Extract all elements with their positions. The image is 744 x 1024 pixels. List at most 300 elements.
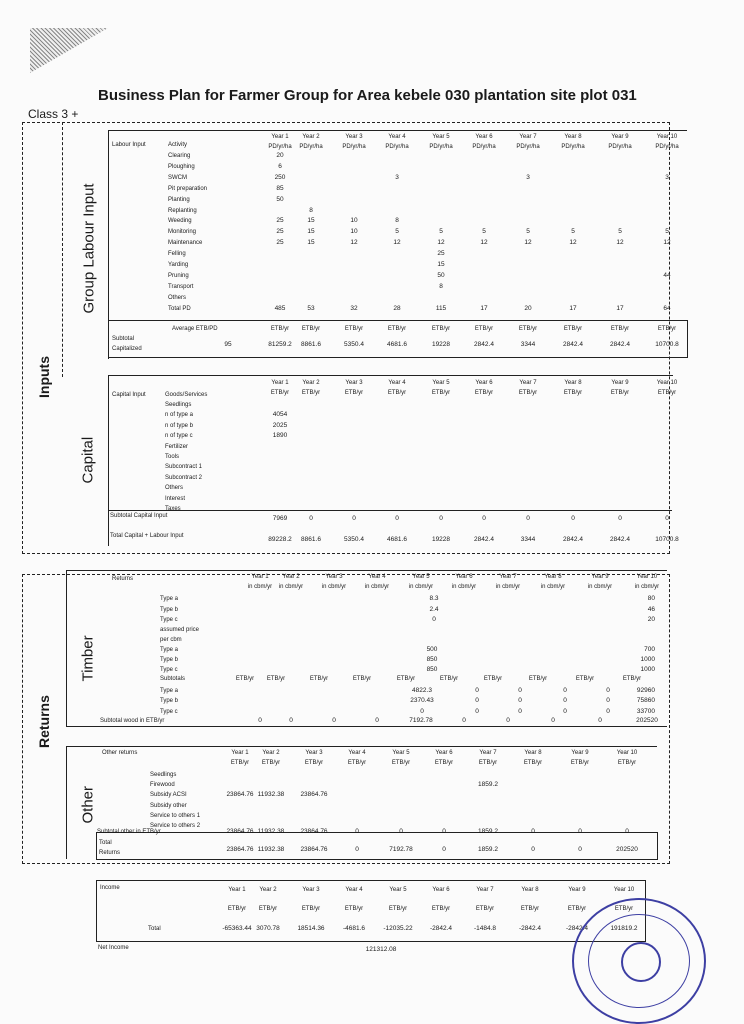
year-header: Year 10 <box>656 134 678 140</box>
capital-value: 1890 <box>272 432 288 440</box>
goods-services-header: Goods/Services <box>165 392 208 398</box>
page-corner-shadow <box>30 28 108 73</box>
labour-value: 485 <box>274 304 286 312</box>
unit-header: PD/yr/ha <box>385 144 409 150</box>
etb-unit: ETB/yr <box>528 676 548 682</box>
unit-header: ETB/yr <box>523 760 543 766</box>
other-item: Seedlings <box>150 772 177 778</box>
returns-side-label: Returns <box>36 695 52 748</box>
labour-value: 64 <box>663 304 671 312</box>
labour-value: 20 <box>276 152 284 159</box>
etb-y10: 33700 <box>636 707 655 715</box>
labour-value: 12 <box>663 239 671 247</box>
etb-unit: ETB/yr <box>309 676 329 682</box>
income-value: -1484.8 <box>473 925 497 932</box>
price-y10: 1000 <box>640 666 655 673</box>
labour-value: 85 <box>276 184 284 192</box>
etb-y6: 0 <box>475 707 479 715</box>
total-capital-value: 8861.6 <box>301 536 321 543</box>
unit-header: ETB/yr <box>657 390 677 396</box>
total-returns-label-1: Total <box>99 840 112 846</box>
labour-value: 5 <box>482 228 486 236</box>
avg-etb-value: 95 <box>224 341 232 348</box>
unit-header: ETB/yr <box>610 390 630 396</box>
subtotal-wood: 0 <box>462 717 466 724</box>
unit-header: ETB/yr <box>431 390 451 396</box>
capital-subtotal: 0 <box>526 515 530 522</box>
etb-y10: 75860 <box>636 697 655 705</box>
total-capital-value: 4681.6 <box>387 536 407 543</box>
unit-header: PD/yr/ha <box>655 144 679 150</box>
capital-input-header: Capital Input <box>112 392 146 398</box>
labour-value: 25 <box>276 239 284 247</box>
labour-value: 12 <box>569 239 577 247</box>
total-capital-value: 2842.4 <box>474 536 494 543</box>
labour-value: 5 <box>571 228 575 236</box>
other-item: Firewood <box>150 782 175 789</box>
year-header: Year 4 <box>348 750 366 756</box>
labour-value: 50 <box>437 271 445 279</box>
subtotal-other: 1859.2 <box>478 828 498 835</box>
labour-value: 8 <box>439 282 443 290</box>
etb-unit: ETB/yr <box>396 676 416 682</box>
labour-input-header: Labour Input <box>112 142 146 148</box>
labour-value: 20 <box>524 304 532 312</box>
price-type: Type c <box>160 667 178 673</box>
year-header: Year 4 <box>345 887 363 893</box>
etb-unit: ETB/yr <box>387 326 407 332</box>
etb-unit: ETB/yr <box>483 676 503 682</box>
year-header: Year 2 <box>259 887 277 893</box>
income-value: 18514.36 <box>297 925 325 932</box>
price-type: Type a <box>160 647 179 653</box>
year-header: Year 9 <box>611 134 629 140</box>
unit-header: ETB/yr <box>261 760 281 766</box>
year-header: Year 10 <box>636 574 658 580</box>
price-y10: 1000 <box>640 656 655 663</box>
year-header: Year 10 <box>613 887 635 893</box>
year-header: Year 1 <box>271 134 289 140</box>
labour-subtotal: 4681.6 <box>387 341 407 348</box>
total-returns: 23864.76 <box>226 846 254 853</box>
activity-name: Others <box>168 294 187 301</box>
labour-divider <box>62 122 63 377</box>
etb-unit: ETB/yr <box>344 326 364 332</box>
year-header: Year 3 <box>302 887 320 893</box>
labour-value: 32 <box>350 304 358 312</box>
unit-header: PD/yr/ha <box>342 144 366 150</box>
subtotal-other-label: Subtotal other in ETB/yr <box>97 829 161 835</box>
unit-header: ETB/yr <box>474 390 494 396</box>
etb-y10: 92960 <box>636 687 655 694</box>
labour-value: 12 <box>437 239 445 247</box>
net-income-label: Net Income <box>98 945 129 951</box>
year-header: Year 8 <box>544 574 562 580</box>
capital-item: Fertilizer <box>165 443 189 450</box>
labour-value: 5 <box>618 228 622 236</box>
etb-y9: 0 <box>606 687 610 694</box>
capital-item: Subcontract 1 <box>165 464 203 471</box>
etb-unit: ETB/yr <box>439 676 459 682</box>
unit-header: ETB/yr <box>227 906 247 912</box>
other-returns-header: Other returns <box>102 750 138 756</box>
timber-side-label: Timber <box>79 635 97 682</box>
labour-value: 5 <box>395 228 399 236</box>
year-header: Year 1 <box>231 750 249 756</box>
timber-type: Type c <box>160 617 178 623</box>
capital-subtotal: 0 <box>571 515 575 522</box>
labour-subtotal: 19228 <box>431 341 451 348</box>
labour-subtotal: 8861.6 <box>301 341 321 348</box>
capital-item: Taxes <box>165 506 181 512</box>
unit-header: ETB/yr <box>347 760 367 766</box>
labour-value: 12 <box>393 239 401 247</box>
timber-vol-y10: 20 <box>647 616 655 623</box>
unit-header: ETB/yr <box>567 906 587 912</box>
total-returns: 0 <box>355 846 359 853</box>
other-value: 23864.76 <box>226 791 254 799</box>
labour-subtotal: 5350.4 <box>344 341 364 348</box>
labour-value: 17 <box>569 304 577 312</box>
year-header: Year 7 <box>479 750 497 756</box>
subtotal-wood: 202520 <box>636 717 658 724</box>
unit-header: ETB/yr <box>344 906 364 912</box>
unit-header: ETB/yr <box>431 906 451 912</box>
total-capital-value: 5350.4 <box>344 536 364 543</box>
year-header: Year 2 <box>302 134 320 140</box>
etb-unit: ETB/yr <box>301 326 321 332</box>
unit-header: PD/yr/ha <box>516 144 540 150</box>
capital-item: Others <box>165 485 184 492</box>
income-header: Income <box>100 885 120 891</box>
year-header: Year 5 <box>392 750 410 756</box>
price-y5: 500 <box>426 646 438 653</box>
capital-subtotal: 0 <box>618 515 622 522</box>
labour-value: 17 <box>616 304 624 312</box>
labour-subtotal: 2842.4 <box>610 341 630 348</box>
etb-y6: 0 <box>475 697 479 705</box>
labour-value: 17 <box>480 304 488 312</box>
total-returns: 0 <box>531 846 535 853</box>
year-header: Year 7 <box>476 887 494 893</box>
capital-subtotal: 0 <box>395 515 399 522</box>
unit-header: ETB/yr <box>388 906 408 912</box>
other-value: 23864.76 <box>300 791 328 799</box>
labour-value: 6 <box>278 162 282 170</box>
year-header: Year 3 <box>325 574 343 580</box>
year-header: Year 2 <box>302 380 320 386</box>
subtotal-wood: 0 <box>375 717 379 724</box>
other-side-label: Other <box>79 785 97 824</box>
activity-name: Felling <box>168 251 186 258</box>
total-capital-label: Total Capital + Labour Input <box>110 533 184 539</box>
activity-name: Pruning <box>168 272 189 279</box>
labour-value: 15 <box>307 239 315 247</box>
year-header: Year 5 <box>412 574 430 580</box>
other-item: Service to others 1 <box>150 812 201 819</box>
labour-value: 8 <box>395 217 399 225</box>
year-header: Year 4 <box>388 380 406 386</box>
net-income-value: 121312.08 <box>365 946 397 953</box>
year-header: Year 8 <box>564 380 582 386</box>
activity-name: SWCM <box>168 174 187 181</box>
labour-value: 28 <box>393 304 401 312</box>
etb-unit: ETB/yr <box>352 676 372 682</box>
unit-header: ETB/yr <box>301 390 321 396</box>
labour-value: 53 <box>307 304 315 312</box>
activity-header: Activity <box>168 142 188 148</box>
year-header: Year 6 <box>435 750 453 756</box>
activity-name: Weeding <box>168 218 192 225</box>
etb-unit: ETB/yr <box>431 326 451 332</box>
labour-subtotal: 10700.8 <box>655 341 679 348</box>
activity-name: Total PD <box>168 305 191 312</box>
timber-vol-y10: 80 <box>647 595 655 602</box>
subtotal-wood: 0 <box>506 717 510 724</box>
etb-unit: ETB/yr <box>575 676 595 682</box>
activity-name: Ploughing <box>168 163 195 170</box>
unit-header: in cbm/yr <box>247 584 273 590</box>
income-value: 191819.2 <box>610 925 638 932</box>
income-value: 3070.78 <box>256 925 280 932</box>
capitalized-label: Capitalized <box>112 346 142 352</box>
unit-header: ETB/yr <box>387 390 407 396</box>
unit-header: PD/yr/ha <box>608 144 632 150</box>
labour-value: 3 <box>395 173 399 181</box>
year-header: Year 2 <box>262 750 280 756</box>
year-header: Year 5 <box>432 134 450 140</box>
etb-unit: ETB/yr <box>270 326 290 332</box>
subtotal-wood-label: Subtotal wood in ETB/yr <box>100 718 165 724</box>
inputs-side-label: Inputs <box>36 356 52 398</box>
capital-item: n of type a <box>165 412 194 419</box>
etb-y5: 2370.43 <box>410 697 434 705</box>
labour-value: 115 <box>435 304 447 312</box>
price-y5: 850 <box>426 666 438 673</box>
total-returns: 11932.38 <box>257 846 285 853</box>
unit-header: ETB/yr <box>518 390 538 396</box>
unit-header: ETB/yr <box>434 760 454 766</box>
subtotal-other: 23864.76 <box>300 828 328 835</box>
unit-header: ETB/yr <box>258 906 278 912</box>
etb-unit: ETB/yr <box>610 326 630 332</box>
unit-header: in cbm/yr <box>495 584 521 590</box>
year-header: Year 10 <box>616 750 638 756</box>
unit-header: in cbm/yr <box>540 584 566 590</box>
subtotal-other: 0 <box>355 828 359 835</box>
subtotal-wood: 0 <box>598 717 602 724</box>
labour-value: 15 <box>307 228 315 236</box>
unit-header: in cbm/yr <box>408 584 434 590</box>
labour-value: 25 <box>276 228 284 236</box>
labour-value: 12 <box>350 239 358 247</box>
subtotal-other: 0 <box>531 828 535 835</box>
total-capital-value: 89228.2 <box>268 536 292 543</box>
year-header: Year 7 <box>519 134 537 140</box>
year-header: Year 4 <box>388 134 406 140</box>
etb-y5: 0 <box>420 707 424 715</box>
income-value: -2842.4 <box>518 925 542 932</box>
unit-header: PD/yr/ha <box>561 144 585 150</box>
subtotal-wood: 7192.78 <box>409 717 433 724</box>
labour-subtotal: 3344 <box>520 341 536 348</box>
unit-header: in cbm/yr <box>321 584 347 590</box>
etb-y5: 4822.3 <box>412 687 432 694</box>
activity-name: Monitoring <box>168 229 197 236</box>
price-y5: 850 <box>426 656 438 663</box>
unit-header: ETB/yr <box>563 390 583 396</box>
capital-item: Subcontract 2 <box>165 474 203 481</box>
subtotal-other: 0 <box>399 828 403 835</box>
labour-subtotal: 2842.4 <box>563 341 583 348</box>
activity-name: Yarding <box>168 262 189 268</box>
unit-header: ETB/yr <box>304 760 324 766</box>
total-capital-value: 3344 <box>520 536 536 543</box>
subtotal-other: 0 <box>625 828 629 835</box>
price-label: assumed price <box>160 627 200 633</box>
year-header: Year 8 <box>564 134 582 140</box>
year-header: Year 1 <box>251 574 269 580</box>
total-returns: 0 <box>578 846 582 853</box>
labour-value: 3 <box>526 173 530 181</box>
labour-value: 25 <box>437 250 445 258</box>
unit-header: ETB/yr <box>570 760 590 766</box>
etb-y7: 0 <box>518 687 522 694</box>
year-header: Year 9 <box>611 380 629 386</box>
price-label: per cbm <box>160 637 182 643</box>
unit-header: PD/yr/ha <box>268 144 292 150</box>
capital-subtotal: 7969 <box>272 515 288 522</box>
etb-y6: 0 <box>475 687 479 694</box>
unit-header: PD/yr/ha <box>472 144 496 150</box>
unit-header: ETB/yr <box>520 906 540 912</box>
labour-value: 8 <box>309 206 313 214</box>
labour-subtotal: 81259.2 <box>268 341 292 348</box>
etb-y8: 0 <box>563 707 567 715</box>
income-value: -2842.4 <box>565 925 589 932</box>
year-header: Year 8 <box>524 750 542 756</box>
returns-header: Returns <box>112 576 134 582</box>
capital-side-label: Capital <box>79 436 97 484</box>
unit-header: in cbm/yr <box>451 584 477 590</box>
timber-vol-y5: 2.4 <box>429 605 439 613</box>
class-label: Class 3 + <box>28 107 79 121</box>
labour-value: 15 <box>307 217 315 225</box>
capital-item: n of type c <box>165 433 193 440</box>
unit-header: in cbm/yr <box>634 584 660 590</box>
unit-header: ETB/yr <box>614 906 634 912</box>
unit-header: ETB/yr <box>230 760 250 766</box>
subtotal-wood: 0 <box>289 717 293 724</box>
price-type: Type b <box>160 657 179 663</box>
total-returns: 202520 <box>616 846 638 853</box>
labour-value: 250 <box>274 173 286 181</box>
timber-type: Type a <box>160 596 179 602</box>
year-header: Year 7 <box>499 574 517 580</box>
capital-item: Seedlings <box>165 402 192 408</box>
unit-header: ETB/yr <box>301 906 321 912</box>
capital-subtotal: 0 <box>439 515 443 522</box>
avg-etb-label: Average ETB/PD <box>172 326 218 332</box>
labour-value: 5 <box>439 228 443 236</box>
etb-y7: 0 <box>518 697 522 705</box>
etb-y9: 0 <box>606 707 610 715</box>
income-value: -2842.4 <box>429 925 453 932</box>
subtotal-wood: 0 <box>551 717 555 724</box>
unit-header: ETB/yr <box>617 760 637 766</box>
other-item: Subsidy other <box>150 802 187 809</box>
capital-item: n of type b <box>165 422 194 429</box>
year-header: Year 1 <box>271 380 289 386</box>
etb-unit: ETB/yr <box>657 326 677 332</box>
year-header: Year 3 <box>345 134 363 140</box>
year-header: Year 8 <box>521 887 539 893</box>
unit-header: ETB/yr <box>270 390 290 396</box>
year-header: Year 6 <box>455 574 473 580</box>
total-returns-label-2: Returns <box>99 850 121 856</box>
labour-value: 25 <box>276 217 284 225</box>
labour-value: 15 <box>437 261 445 268</box>
income-value: -12035.22 <box>383 925 413 932</box>
etb-unit: ETB/yr <box>235 676 255 682</box>
subtotal-label: Subtotal <box>112 336 135 342</box>
subtotal-other: 11932.38 <box>257 828 285 835</box>
etb-type: Type b <box>160 698 179 705</box>
total-returns: 1859.2 <box>478 846 498 853</box>
activity-name: Transport <box>168 283 194 290</box>
year-header: Year 9 <box>571 750 589 756</box>
capital-value: 2025 <box>272 421 288 429</box>
timber-vol-y10: 46 <box>647 605 655 613</box>
total-capital-value: 2842.4 <box>563 536 583 543</box>
unit-header: in cbm/yr <box>364 584 390 590</box>
etb-type: Type a <box>160 688 179 694</box>
labour-value: 50 <box>276 195 284 203</box>
unit-header: ETB/yr <box>475 906 495 912</box>
timber-vol-y5: 8.3 <box>429 595 439 602</box>
subtotal-wood: 0 <box>258 717 262 724</box>
subtotal-wood: 0 <box>332 717 336 724</box>
year-header: Year 2 <box>282 574 300 580</box>
total-capital-value: 19228 <box>431 536 451 543</box>
labour-value: 3 <box>665 173 669 181</box>
subtotals-label: Subtotals <box>160 676 186 682</box>
subtotal-other: 23864.76 <box>226 828 254 835</box>
etb-unit: ETB/yr <box>518 326 538 332</box>
total-capital-value: 10700.8 <box>655 536 679 543</box>
year-header: Year 3 <box>305 750 323 756</box>
etb-type: Type c <box>160 708 178 715</box>
other-total-box <box>96 832 658 860</box>
total-returns: 0 <box>442 846 446 853</box>
other-value: 11932.38 <box>257 791 285 799</box>
subtotal-other: 0 <box>578 828 582 835</box>
income-value: -65363.44 <box>222 925 252 932</box>
etb-unit: ETB/yr <box>474 326 494 332</box>
price-y10: 700 <box>644 646 655 653</box>
activity-name: Maintenance <box>168 240 203 247</box>
total-returns: 7192.78 <box>389 846 413 853</box>
year-header: Year 9 <box>568 887 586 893</box>
year-header: Year 5 <box>389 887 407 893</box>
unit-header: in cbm/yr <box>587 584 613 590</box>
total-capital-value: 2842.4 <box>610 536 630 543</box>
official-seal-stamp <box>572 898 706 1024</box>
labour-value: 12 <box>616 239 624 247</box>
year-header: Year 9 <box>591 574 609 580</box>
unit-header: in cbm/yr <box>278 584 304 590</box>
unit-header: PD/yr/ha <box>299 144 323 150</box>
